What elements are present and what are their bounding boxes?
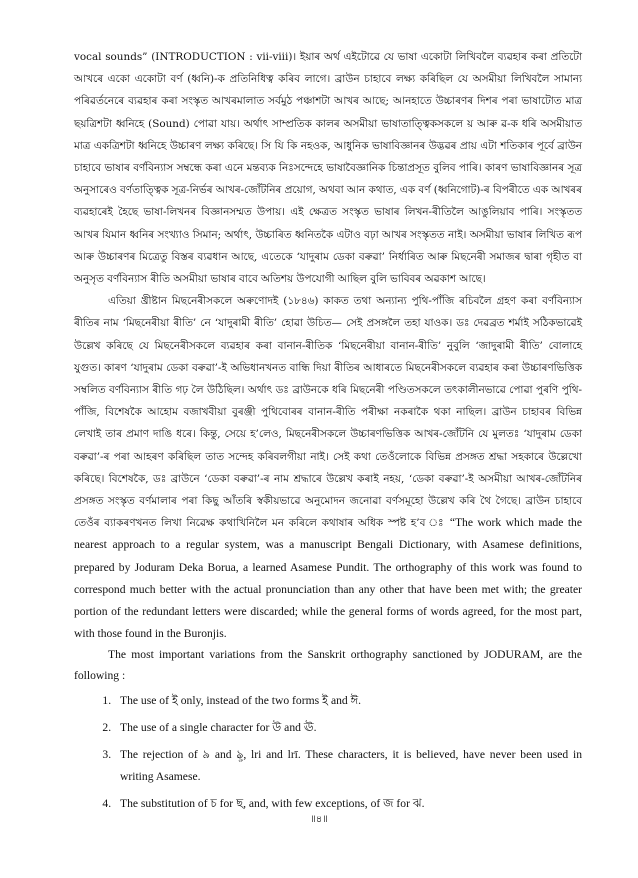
orthography-rules-list (74, 690, 582, 815)
list-item: 3. The rejection of ৯ and ৡ, lri and lrī. These characters, it is believed, have never been used in writing Asamese. (114, 744, 582, 788)
brown-quotation: “The work which made the nearest approach to a regular system, was a manuscript Bengali Dictionary, with Asamese definitions, prepared by Joduram Deka Borua, a learned Asamese Pundit. The orthography of this work was found to correspond much better with the actual pronunciation than any other that have been met with; the greater portion of the redundant letters were discarded; while the general forms of words agreed, for the most part, with those found in the Buronjis. (74, 516, 582, 641)
list-item: 1. The use of ই only, instead of the two forms ই and ঈ. (114, 690, 582, 712)
paragraph-missionary-orthography-text: এতিয়া খ্ৰীষ্টান মিছনেৰীসকলে অৰুণোদই (১৮৪৬) কাকত তথা অন্যান্য পুথি-পাঁজি ৰচিবলৈ গ্ৰহণ কৰা বৰ্ণবিন্যাস ৰীতিৰ নাম ‘মিছনেৰীয়া ৰীতি’ নে ‘যাদুৰামী ৰীতি’ হোৱা উচিত— সেই প্ৰসঙ্গলৈ তহা যাওক। ডঃ দেৱব্ৰত শৰ্মাই সঠিকভাৱেই উল্লেখ কৰিছে যে মিছনেৰীসকলে ব্যৱহাৰ কৰা বানান-ৰীতিক ‘মিছনেৰীয়া বানান-ৰীতি’ নুবুলি ‘জাদুৰামী ৰীতি’ বোলাহে যুগুত। কাৰণ ‘যাদুৰাম ডেকা বৰুৱা’-ই অভিধানখনত বান্ধি দিয়া ৰীতিৰ আধাৰতে মিছনেৰীসকলে ব্যৱহাৰ কৰা উচ্চাৰণভিত্তিক সম্বলিত বৰ্ণবিন্যাস ৰীতি গঢ় লৈ উঠিছিল। অৰ্থাৎ ডঃ ব্ৰাউনকে ধৰি মিছনেৰী পণ্ডিতসকলে তৎকালীনভাৱে পোৱা পুৰণি পুথি-পাঁজি, বিশেষকৈ আহোম বজাখবীয়া বুৰঞ্জী পুথিবোৰৰ বানান-ৰীতি পৰীক্ষা নকৰাকৈ থকা নাছিল। ব্ৰাউন চাহাবৰ বিভিন্ন লেখাই তাৰ প্ৰমাণ দাঙি ধৰে। কিন্তু, সেয়ে হ’লেও, মিছনেৰীসকলে উচ্চাৰণভিত্তিক আখৰ-জোঁটনি যে মুলতঃ ‘যাদুৰাম ডেকা বৰুৱা’-ৰ পৰা আহৰণ কৰিছিল তাত সন্দেহ কৰিবলগীয়া নাই। সেই কথা তেওঁলোকে বিভিন্ন প্ৰসঙ্গত শ্ৰদ্ধা সহকাৰে উল্লেখো কৰিছে। বিশেষকৈ, ডঃ ব্ৰাউনে ‘ডেকা বৰুৱা’-ৰ নাম শ্ৰদ্ধাৰে উল্লেখ কৰাই নহয়, ‘ডেকা বৰুৱা’-ই অসমীয়া আখৰ-জোঁটনিৰ প্ৰসঙ্গত সংস্কৃত বৰ্ণমালাৰ পৰা কিছু আঁতৰি স্বকীয়ভাৱে অনুমোদন জনোৱা বৰ্ণসমূহো উল্লেখ কৰি থৈ গৈছে। ব্ৰাউন চাহাবে তেওঁৰ ব্যাকৰণখনত লিখা নিৱেক্ষ কথাখিনিলৈ মন কৰিলে কথাষাৰ অধিক স্পষ্ট হ’ব ঃ (74, 295, 582, 530)
page-number: ॥৪॥ (310, 814, 328, 825)
paragraph-variations-intro: The most important variations from the Sanskrit orthography sanctioned by JODURAM, are the following : (74, 648, 582, 682)
paragraph-introduction: vocal sounds” (INTRODUCTION : vii-viii)। ইয়াৰ অৰ্থ এইটোৱে যে ভাষা একোটা লিখিবলৈ ব্যৱহাৰ কৰা প্ৰতিটো আখৰে একো একোটা বৰ্ণ (ধ্বনি)-ক প্ৰতিনিধিত্ব কৰিব লাগে। ব্ৰাউন চাহাবে লক্ষ্য কৰিছিল যে অসমীয়া লিখিবলৈ সামান্য পৰিৱৰ্তনেৰে ব্যৱহাৰ কৰা সংস্কৃত আখৰমালাত সৰ্বমুঠ পঞ্চাশটা আখৰ আছে; আনহাতে উচ্চাৰণৰ দিশৰ পৰা ভাষাটোত মাত্ৰ ছয়ত্ৰিশটা ধ্বনিহে (Sound) পোৱা যায়। অৰ্থাৎ সাম্প্ৰতিক কালৰ অসমীয়া ভাষাতাত্ত্বিকসকলে য় আৰু ৱ-ক ধৰি অসমীয়াত মাত্ৰ একত্ৰিশটা ধ্বনিহে উচ্চাৰণ লক্ষ্য কৰিছে। সি যি কি নহওক, আধুনিক ভাষাবিজ্ঞানৰ উদ্ভৱৰ প্ৰায় এটা শতিকাৰ পূৰ্বে ব্ৰাউন চাহাবে ভাষাৰ বৰ্ণবিন্যাস সম্বন্ধে কৰা এনে মন্তব্যক নিঃসন্দেহে ভাষাবৈজ্ঞানিক চিন্তাপ্ৰসূত বুলিব পাৰি। কাৰণ ভাষাবিজ্ঞানৰ সূত্ৰ অনুসাৰেও বৰ্ণতাত্ত্বিক সূত্ৰ-নিৰ্ভৰ আখৰ-জোঁটনিৰ প্ৰয়োগ, অথবা আন কথাত, এক বৰ্ণ (ধ্বনিগোট)-ৰ বিপৰীতে এক আখৰৰ ব্যৱহাৰেই হৈছে ভাষা-লিখনৰ বিজ্ঞানসম্মত উপায়। এই ক্ষেত্ৰত সংস্কৃত ভাষাৰ লিখন-ৰীতিলৈ আঙুলিয়াব পাৰি। সংস্কৃতত আখৰ যিমান ধ্বনিৰ সংখ্যাও সিমান; অৰ্থাৎ, উচ্চাৰিত ধ্বনিতকৈ এটাও বঢ়া আখৰ সংস্কৃতত নাই। অসমীয়া ভাষাৰ লিখিত ৰূপ আৰু উচ্চাৰণৰ মিত্ৰেতু বিস্তৰ ব্যৱধান আছে, এতেকে ‘যাদুৰাম ডেকা বৰুৱা’ নিৰ্ধাৰিত আৰু মিছনেৰী সমাজৰ দ্বাৰা গৃহীত বা অনুসৃত বৰ্ণবিন্যাস ৰীতি অসমীয়া ভাষাৰ বাবে অতিশয় উপযোগী আছিল বুলি ভাবিবৰ অৱকাশ আছে। (74, 51, 582, 286)
list-item: 4. The substitution of চ for ছ, and, with few exceptions, of জ for ঝ. (114, 793, 582, 815)
list-item: 2. The use of a single character for উ and ঊ. (114, 717, 582, 739)
document-page (74, 46, 582, 872)
paragraph-missionary-orthography (74, 290, 582, 645)
